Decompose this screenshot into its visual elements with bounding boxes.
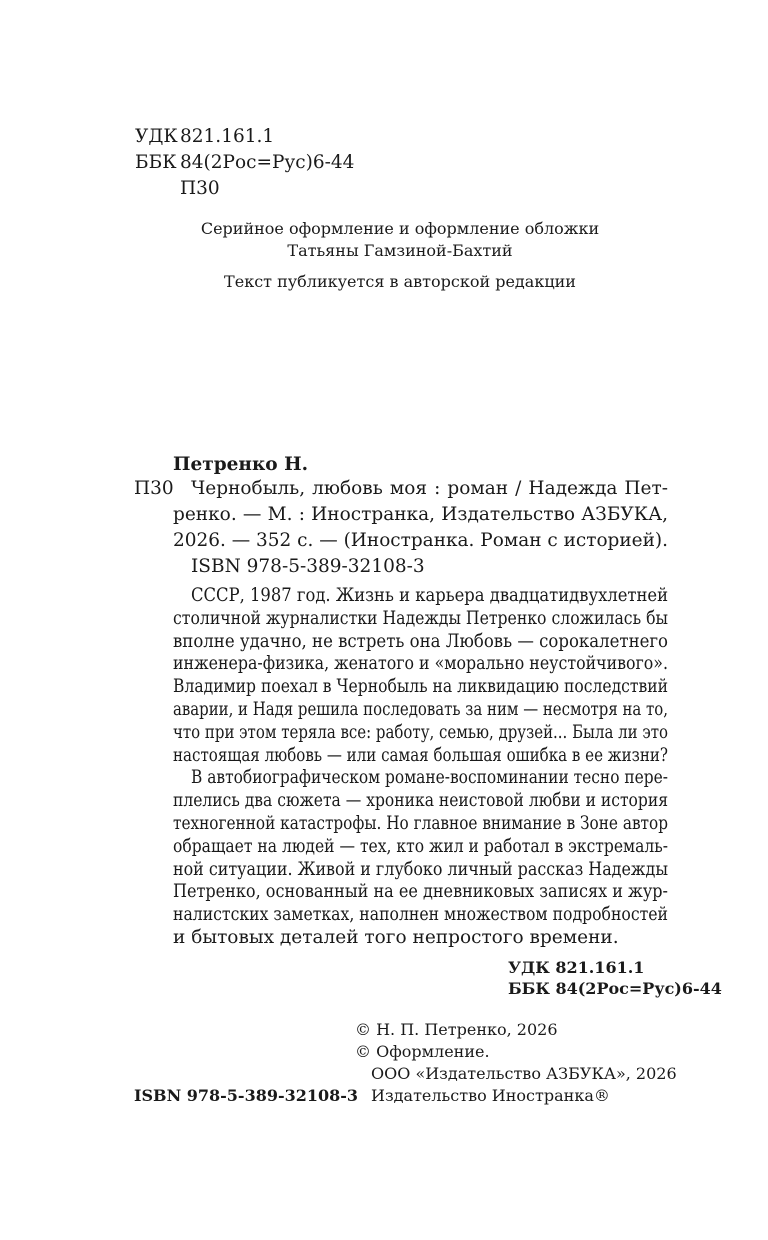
bib-description-line: ренко. — М. : Иностранка, Издательство АЗБУКА, — [173, 504, 668, 525]
copyright-block — [355, 1019, 677, 1107]
editorial-note: Текст публикуется в авторской редакции — [224, 272, 576, 291]
annotation-line: аварии, и Надя решила последовать за ним — несмотря на то, — [173, 698, 668, 720]
bottom-bbk: ББК 84(2Рос=Рус)6-44 — [508, 979, 722, 998]
udk-value: 821.161.1 — [180, 126, 275, 147]
annotation-line: вполне удачно, не встреть она Любовь — сорокалетнего — [173, 630, 668, 652]
annotation-line: столичной журналистки Надежды Петренко сложилась бы — [173, 607, 668, 629]
classification-block — [135, 124, 354, 202]
annotation-line: техногенной катастрофы. Но главное внимание в Зоне автор — [173, 812, 668, 834]
annotation-line: налистских заметках, наполнен множеством подробностей — [173, 904, 668, 926]
copyright-author: © Н. П. Петренко, 2026 — [355, 1020, 558, 1039]
annotation-line: В автобиографическом романе-воспоминании тесно пере- — [191, 767, 668, 789]
annotation-line: плелись два сюжета — хроника неистовой любви и история — [173, 790, 668, 812]
bbk-label: ББК — [135, 152, 177, 173]
bottom-udk: УДК 821.161.1 — [508, 958, 645, 977]
annotation-line: обращает на людей — тех, кто жил и работал в экстремаль- — [173, 835, 668, 857]
annotation-line: ной ситуации. Живой и глубоко личный рассказ Надежды — [173, 858, 668, 880]
bib-description-line: Чернобыль, любовь моя : роман / Надежда Пет- — [191, 478, 668, 499]
bbk-value: 84(2Рос=Рус)6-44 — [180, 152, 355, 173]
annotation-line: Владимир поехал в Чернобыль на ликвидацию последствий — [173, 676, 668, 698]
design-credit-line2: Татьяны Гамзиной-Бахтий — [287, 241, 513, 260]
bottom-codes — [508, 957, 722, 999]
bib-description-line: 2026. — 352 с. — (Иностранка. Роман с историей). — [173, 530, 668, 551]
copyright-publisher: ООО «Издательство АЗБУКА», 2026 — [371, 1064, 677, 1083]
design-credit-line1: Серийное оформление и оформление обложки — [200, 219, 600, 238]
author-sign: П30 — [180, 178, 220, 199]
author-heading: Петренко Н. — [173, 454, 309, 475]
copyright-design: © Оформление. — [355, 1042, 490, 1061]
annotation-line: инженера-физика, женатого и «морально неустойчивого». — [173, 653, 668, 675]
annotation-line: и бытовых деталей того непростого времени. — [173, 926, 619, 948]
annotation — [173, 585, 668, 950]
bib-isbn: ISBN 978-5-389-32108-3 — [191, 556, 425, 577]
annotation-line: настоящая любовь — или самая большая ошибка в ее жизни? — [173, 744, 668, 766]
udk-label: УДК — [135, 126, 178, 147]
isbn-bottom: ISBN 978-5-389-32108-3 — [134, 1086, 359, 1105]
annotation-line: Петренко, основанный на ее дневниковых записях и жур- — [173, 881, 668, 903]
bib-sign: П30 — [134, 478, 174, 499]
annotation-line: что при этом теряла все: работу, семью, друзей... Была ли это — [173, 721, 668, 743]
design-credit — [150, 218, 650, 262]
annotation-line: СССР, 1987 год. Жизнь и карьера двадцатидвухлетней — [191, 585, 668, 606]
copyright-imprint: Издательство Иностранка® — [371, 1086, 610, 1105]
bib-description — [173, 476, 668, 554]
